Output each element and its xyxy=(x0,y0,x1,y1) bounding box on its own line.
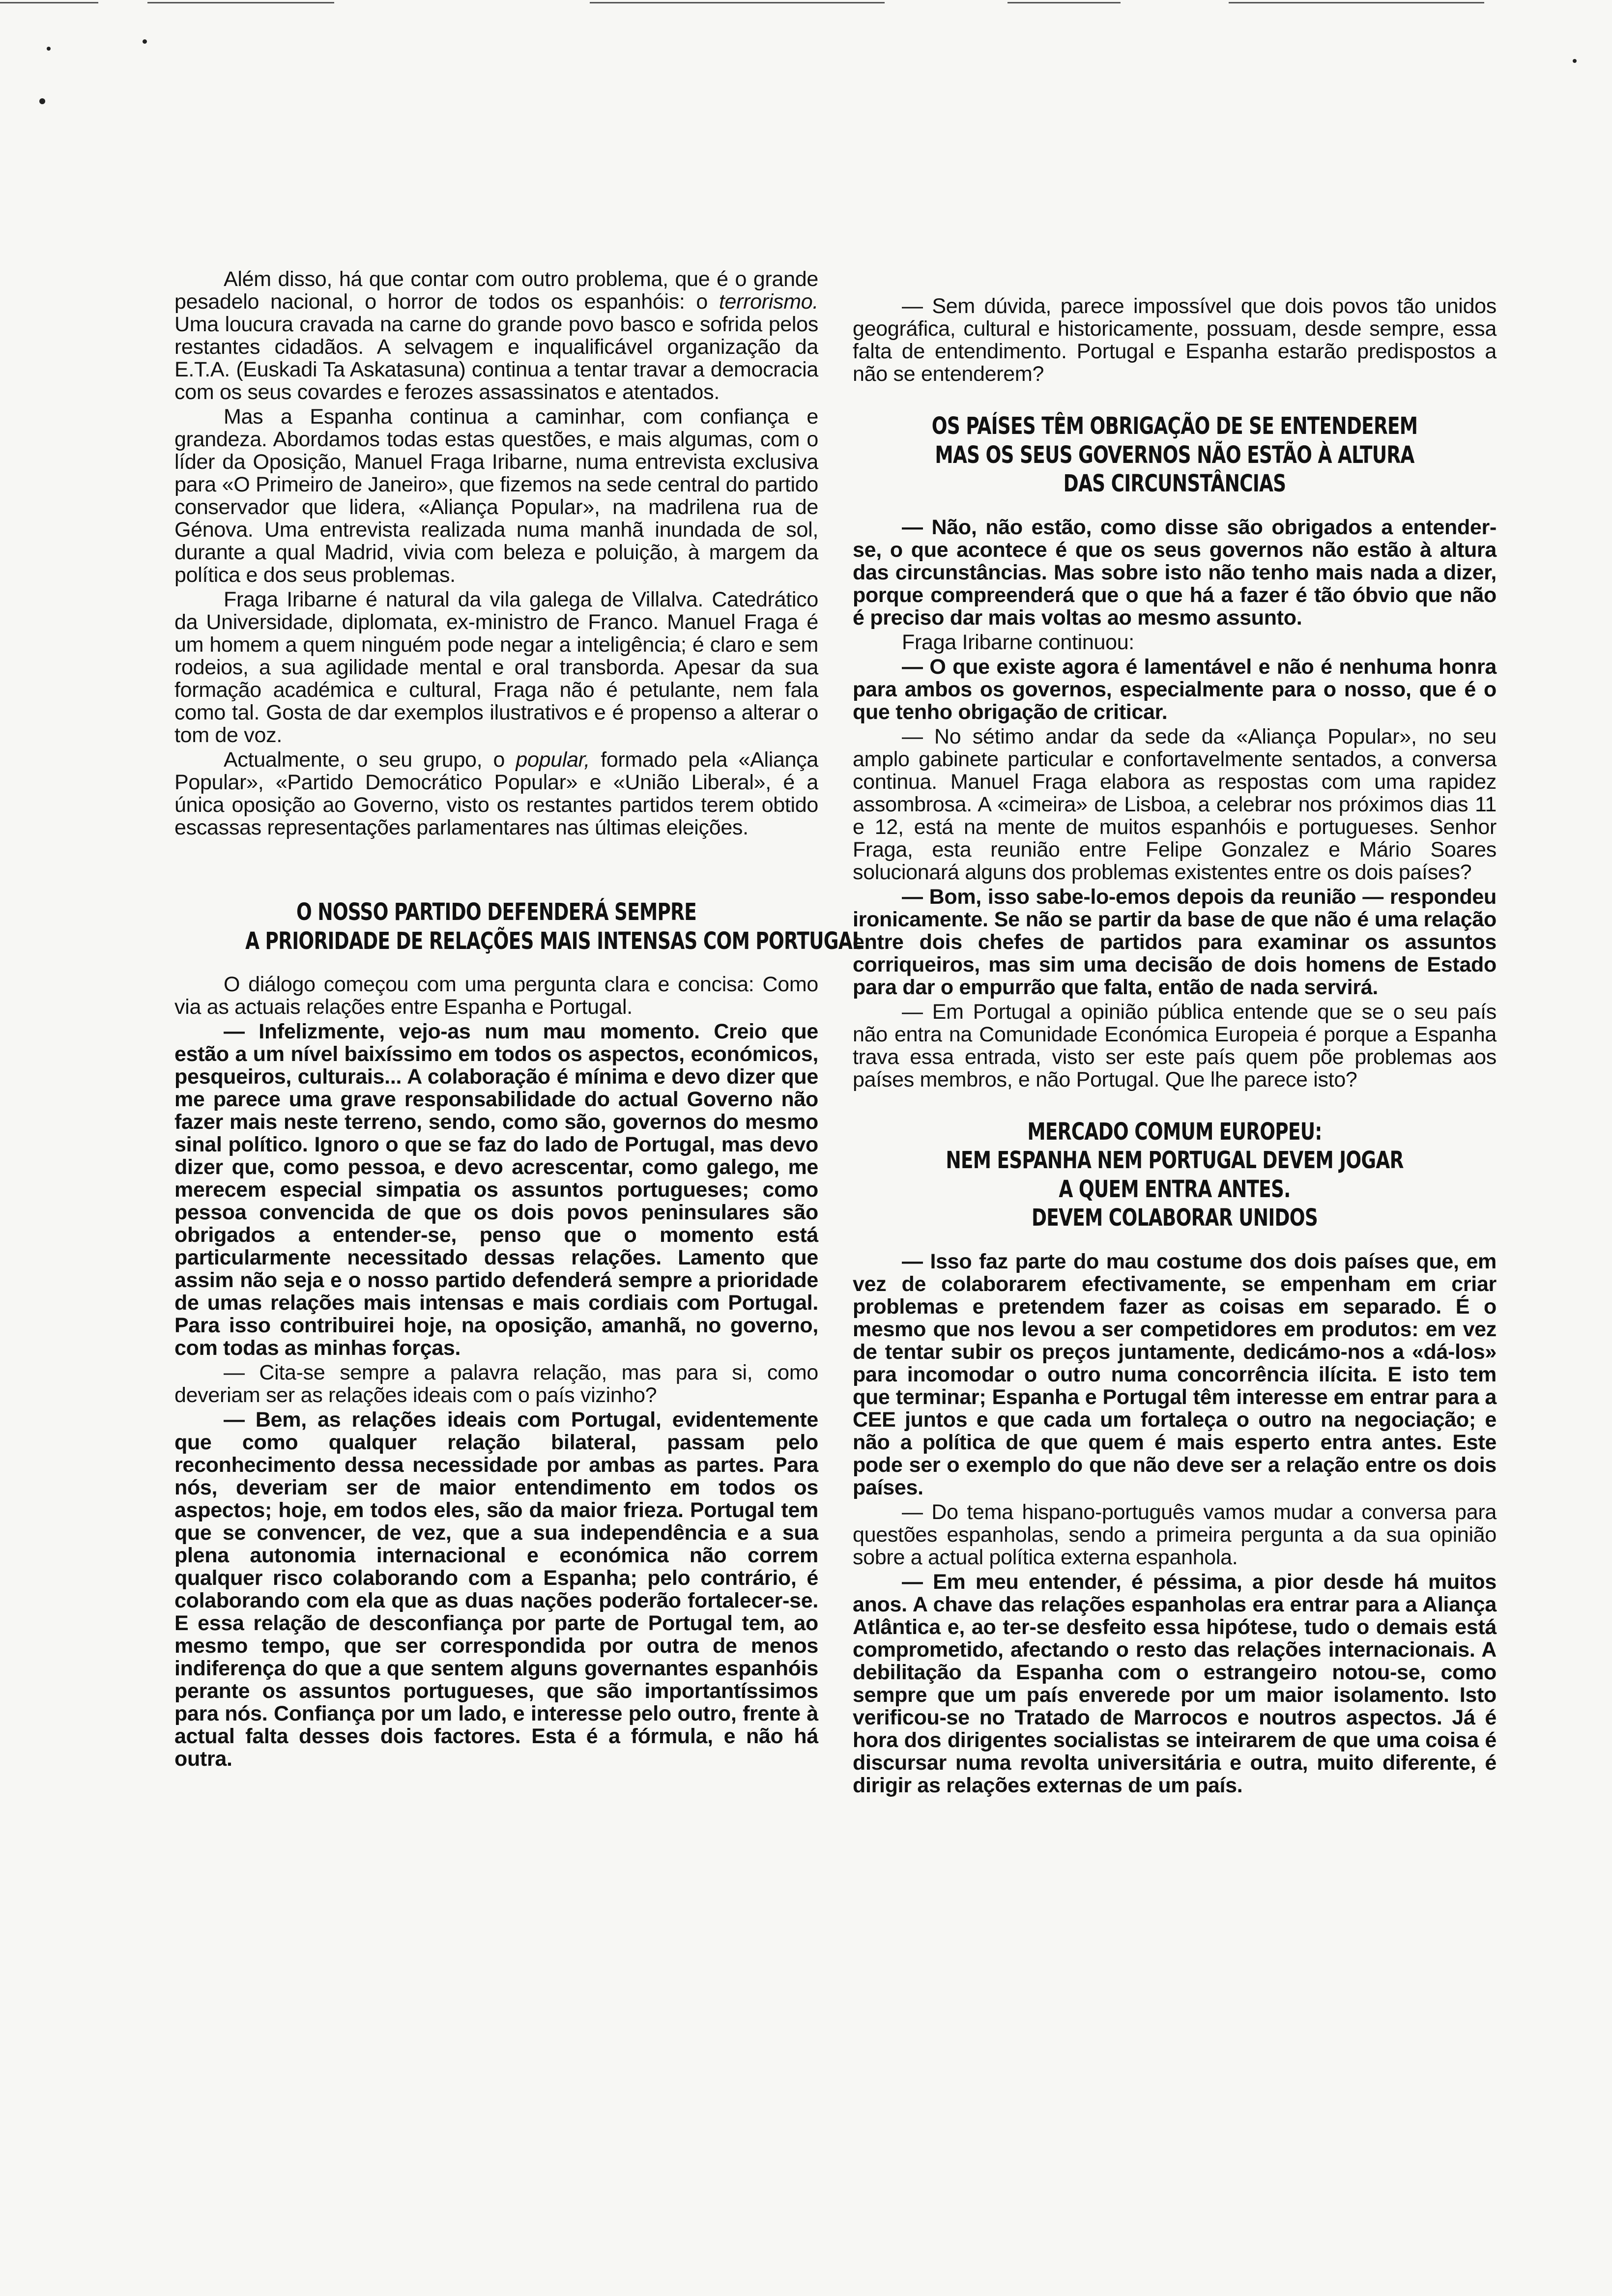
text-run: formado pela «Aliança Popular», «Partido Democrático Popular» e «União Liberal», é a única oposição ao Governo, visto os restantes partidos terem obtido escassas representações parlamentares nas últimas eleições. xyxy=(174,748,818,839)
scan-speck xyxy=(143,39,147,44)
section-heading xyxy=(174,898,864,955)
scan-speck xyxy=(1573,59,1577,63)
interview-question: — Do tema hispano-português vamos mudar a conversa para questões espanholas, sendo a primeira pergunta a da sua opinião sobre a actual política externa espanhola. xyxy=(853,1500,1497,1569)
italic-term: popular, xyxy=(516,748,590,772)
column-gap xyxy=(853,387,1497,402)
text-run: Uma loucura cravada na carne do grande povo basco e sofrida pelos restantes cidadãos. A selvagem e inqualificável organização da E.T.A. (Euskadi Ta Askatasuna) continua a tentar travar a democracia com os seus covardes e ferozes assassinatos e atentados. xyxy=(174,313,818,404)
heading-line: A PRIORIDADE DE RELAÇÕES MAIS INTENSAS COM PORTUGAL xyxy=(245,927,864,955)
interview-question: — Sem dúvida, parece impossível que dois povos tão unidos geográfica, cultural e historicamente, possuam, desde sempre, essa falta de entendimento. Portugal e Espanha estarão predispostos a não se entenderem? xyxy=(853,294,1497,386)
interview-answer: — Bem, as relações ideais com Portugal, evidentemente que como qualquer relação bilateral, passam pelo reconhecimento dessa necessidade por ambas as partes. Para nós, deveriam ser de maior entendimento em todos os aspectos; hoje, em todos eles, são da maior frieza. Portugal tem que se convencer, de vez, que a sua independência e a sua plena autonomia internacional e económica não correm qualquer risco colaborando com a Espanha; pelo contrário, é colaborando com ela que as duas nações poderão fortalecer-se. E essa relação de desconfiança por parte de Portugal tem, ao mesmo tempo, que ser correspondida por outra de menos indiferença do que a que sentem alguns governantes espanhóis perante os assuntos portugueses, que são importantíssimos para nós. Confiança por um lado, e interesse pelo outro, frente à actual falta desses dois factores. Esta é a fórmula, e não há outra. xyxy=(174,1408,818,1771)
heading-line: MAS OS SEUS GOVERNOS NÃO ESTÃO À ALTURA xyxy=(935,441,1414,469)
left-column xyxy=(174,267,864,1772)
interview-question: — Em Portugal a opinião pública entende que se o seu país não entra na Comunidade Económica Europeia é porque a Espanha trava essa entrada, visto ser este país quem põe problemas aos países membros, e não Portugal. Que lhe parece isto? xyxy=(853,1000,1497,1091)
interview-answer: — O que existe agora é lamentável e não é nenhuma honra para ambos os governos, especialmente para o nosso, que é o que tenho obrigação de criticar. xyxy=(853,655,1497,724)
right-column xyxy=(853,295,1497,1799)
text-run: Actualmente, o seu grupo, o xyxy=(224,748,516,772)
heading-line: DAS CIRCUNSTÂNCIAS xyxy=(1063,470,1286,498)
text-run: Além disso, há que contar com outro problema, que é o grande pesadelo nacional, o horror de todos os espanhóis: o xyxy=(174,267,818,314)
section-heading xyxy=(853,1118,1497,1233)
scan-speck xyxy=(39,98,45,104)
heading-line: DEVEM COLABORAR UNIDOS xyxy=(1031,1204,1318,1232)
column-gap xyxy=(853,1093,1497,1108)
scan-edge-line xyxy=(590,2,885,3)
heading-line: O NOSSO PARTIDO DEFENDERÁ SEMPRE xyxy=(296,898,696,926)
article-paragraph xyxy=(174,748,818,839)
interview-answer: — Isso faz parte do mau costume dos dois países que, em vez de colaborarem efectivamente, se empenham em criar problemas e pretendem fazer as coisas em separado. É o mesmo que nos levou a ser competidores em produtos: em vez de tentar subir os preços juntamente, dedicámo-nos a «dá-los» para incomodar o outro numa concorrência ilícita. E isto tem que terminar; Espanha e Portugal têm interesse em entrar para a CEE juntos e que cada um fortaleça o outro na negociação; e não a política de que quem é mais esperto entra antes. Este pode ser o exemplo do que não deve ser a relação entre os dois países. xyxy=(853,1249,1497,1499)
heading-line: OS PAÍSES TÊM OBRIGAÇÃO DE SE ENTENDEREM xyxy=(931,412,1418,440)
article-paragraph: Fraga Iribarne é natural da vila galega de Villalva. Catedrático da Universidade, diplomata, ex-ministro de Franco. Manuel Fraga é um homem a quem ninguém pode negar a inteligência; é claro e sem rodeios, a sua agilidade mental e oral transborda. Apesar da sua formação académica e cultural, Fraga não é petulante, nem fala como tal. Gosta de dar exemplos ilustrativos e é propenso a alterar o tom de voz. xyxy=(174,588,818,747)
scan-edge-line xyxy=(1229,2,1484,3)
interview-question: — Cita-se sempre a palavra relação, mas para si, como deveriam ser as relações ideais com o país vizinho? xyxy=(174,1361,818,1407)
interview-answer: — Em meu entender, é péssima, a pior desde há muitos anos. A chave das relações espanholas era entrar para a Aliança Atlântica e, ao ter-se desfeito essa hipótese, tudo o demais está comprometido, afectando o resto das relações internacionais. A debilitação da Espanha com o estrangeiro notou-se, como sempre que um país enverede por um maior isolamento. Isto verificou-se no Tratado de Marrocos e noutros aspectos. Já é hora dos dirigentes socialistas se inteirarem de que uma coisa é discursar numa revolta universitária e outra, muito diferente, é dirigir as relações externas de um país. xyxy=(853,1570,1497,1797)
heading-line: A QUEM ENTRA ANTES. xyxy=(1059,1175,1291,1203)
interview-answer: — Infelizmente, vejo-as num mau momento. Creio que estão a um nível baixíssimo em todos os aspectos, económicos, pesqueiros, culturais... A colaboração é mínima e devo dizer que me parece uma grave responsabilidade do actual Governo não fazer mais neste terreno, sendo, como são, governos do mesmo sinal político. Ignoro o que se faz do lado de Portugal, mas devo dizer que, como pessoa, e devo acrescentar, como galego, me merecem especial simpatia os assuntos portugueses; como pessoa convencida de que os dois povos peninsulares são obrigados a entender-se, penso que o momento está particularmente necessitado dessas relações. Lamento que assim não seja e o nosso partido defenderá sempre a prioridade de umas relações mais intensas e mais cordiais com Portugal. Para isso contribuirei hoje, na oposição, amanhã, no governo, com todas as minhas forças. xyxy=(174,1020,818,1360)
interview-question: O diálogo começou com uma pergunta clara e concisa: Como via as actuais relações entre Espanha e Portugal. xyxy=(174,973,818,1019)
scan-edge-line xyxy=(0,2,98,3)
heading-line: NEM ESPANHA NEM PORTUGAL DEVEM JOGAR xyxy=(946,1147,1404,1175)
article-paragraph: Fraga Iribarne continuou: xyxy=(902,630,1134,654)
section-heading xyxy=(853,412,1497,498)
article-paragraph xyxy=(174,268,818,403)
heading-line: MERCADO COMUM EUROPEU: xyxy=(1027,1118,1322,1146)
scan-edge-line xyxy=(1008,2,1121,3)
interview-answer: — Bom, isso sabe-lo-emos depois da reunião — respondeu ironicamente. Se não se partir da base de que não é uma relação entre dois chefes de partidos para examinar os assuntos corriqueiros, mas sim uma decisão de dois homens de Estado para dar o empurrão que falta, então de nada servirá. xyxy=(853,885,1497,999)
interview-answer: — Não, não estão, como disse são obrigados a entender-se, o que acontece é que os seus governos não estão à altura das circunstâncias. Mas sobre isto não tenho mais nada a dizer, porque compreenderá que o que há a fazer é tão óbvio que não é preciso dar mais voltas ao mesmo assunto. xyxy=(853,515,1497,630)
italic-term: terrorismo. xyxy=(719,290,818,314)
interview-question: — No sétimo andar da sede da «Aliança Popular», no seu amplo gabinete particular e confortavelmente sentados, a conversa continua. Manuel Fraga elabora as respostas com uma rapidez assombrosa. A «cimeira» de Lisboa, a celebrar nos próximos dias 11 e 12, está na mente de muitos espanhóis e portugueses. Senhor Fraga, esta reunião entre Felipe Gonzalez e Mário Soares solucionará alguns dos problemas existentes entre os dois países? xyxy=(853,724,1497,884)
article-paragraph: Mas a Espanha continua a caminhar, com confiança e grandeza. Abordamos todas estas questões, e mais algumas, com o líder da Oposição, Manuel Fraga Iribarne, numa entrevista exclusiva para «O Primeiro de Janeiro», que fizemos na sede central do partido conservador que lidera, «Aliança Popular», na madrilena rua de Génova. Uma entrevista realizada numa manhã inundada de sol, durante a qual Madrid, vivia com beleza e poluição, à margem da política e dos seus problemas. xyxy=(174,405,818,587)
scan-edge-line xyxy=(147,2,334,3)
column-gap xyxy=(174,841,818,888)
scan-speck xyxy=(47,47,51,51)
